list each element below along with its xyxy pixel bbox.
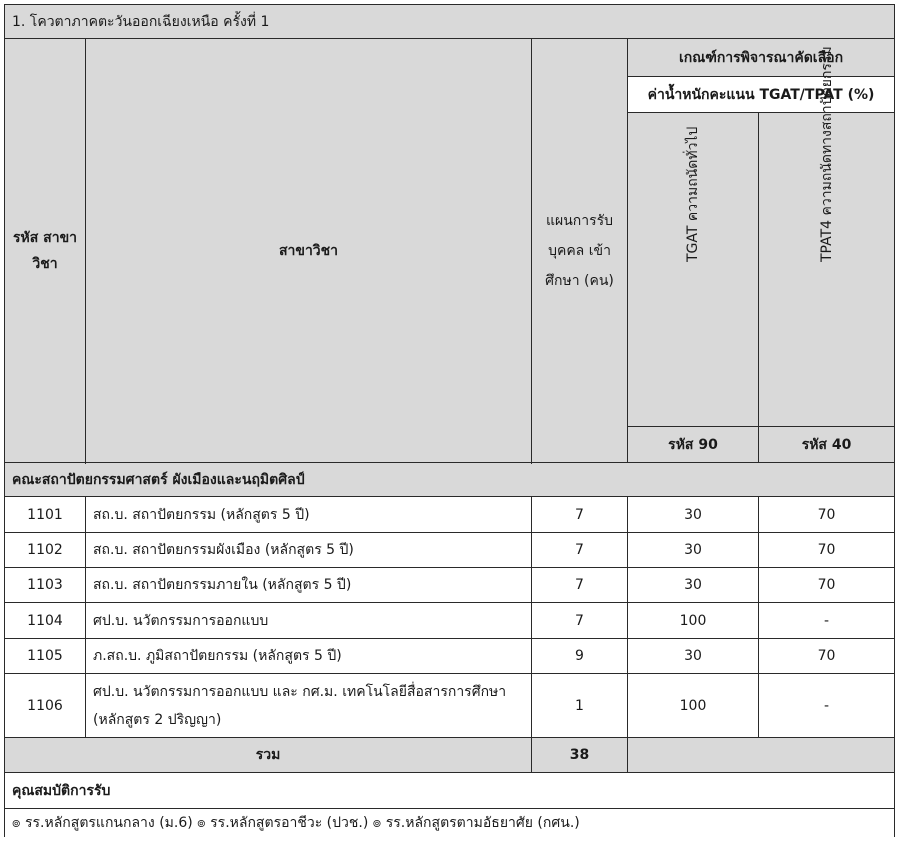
row-major: ศป.บ. นวัตกรรมการออกแบบ xyxy=(86,603,532,639)
header-tpat-code: รหัส 40 xyxy=(759,427,895,463)
header-weight: ค่าน้ำหนักคะแนน TGAT/TPAT (%) xyxy=(628,77,895,113)
header-tgat-label: TGAT ความถนัดทั่วไป xyxy=(685,126,701,262)
header-criteria: เกณฑ์การพิจารณาคัดเลือก xyxy=(628,39,895,77)
row-tpat: 70 xyxy=(759,639,895,674)
row-tgat: 30 xyxy=(628,497,759,533)
section-title: 1. โควตาภาคตะวันออกเฉียงเหนือ ครั้งที่ 1 xyxy=(5,5,895,39)
row-tpat: 70 xyxy=(759,533,895,568)
header-code-label: รหัส สาขาวิชา xyxy=(13,229,78,272)
row-major: สถ.บ. สถาปัตยกรรมผังเมือง (หลักสูตร 5 ปี) xyxy=(86,533,532,568)
qualification-text: ๏ รร.หลักสูตรแกนกลาง (ม.6) ๏ รร.หลักสูตรอาชีวะ (ปวช.) ๏ รร.หลักสูตรตามอัธยาศัย (กศน.) xyxy=(5,809,895,837)
row-major: สถ.บ. สถาปัตยกรรมภายใน (หลักสูตร 5 ปี) xyxy=(86,568,532,603)
row-tgat: 100 xyxy=(628,603,759,639)
row-major-line1: ศป.บ. นวัตกรรมการออกแบบ และ กศ.ม. เทคโนโลยีสื่อสารการศึกษา xyxy=(93,683,507,700)
row-tgat: 30 xyxy=(628,533,759,568)
table-row xyxy=(5,674,895,738)
row-plan: 7 xyxy=(532,603,628,639)
row-tgat: 30 xyxy=(628,639,759,674)
header-tpat-label: TPAT4 ความถนัดทางสถาปัตยกรรม xyxy=(818,45,835,262)
row-major: ภ.สถ.บ. ภูมิสถาปัตยกรรม (หลักสูตร 5 ปี) xyxy=(86,639,532,674)
header-tgat-code: รหัส 90 xyxy=(628,427,759,463)
table-row xyxy=(5,568,895,603)
row-code: 1106 xyxy=(5,674,86,738)
row-code: 1102 xyxy=(5,533,86,568)
table-row xyxy=(5,497,895,533)
row-tpat: 70 xyxy=(759,497,895,533)
total-empty xyxy=(628,738,895,773)
table-row xyxy=(5,603,895,639)
faculty-row: คณะสถาปัตยกรรมศาสตร์ ผังเมืองและนฤมิตศิลป์ xyxy=(5,463,895,497)
row-tgat: 30 xyxy=(628,568,759,603)
row-code: 1105 xyxy=(5,639,86,674)
row-code: 1104 xyxy=(5,603,86,639)
header-tgat xyxy=(628,113,759,427)
row-plan: 9 xyxy=(532,639,628,674)
header-major: สาขาวิชา xyxy=(86,39,532,463)
row-plan: 7 xyxy=(532,533,628,568)
row-major-line2: (หลักสูตร 2 ปริญญา) xyxy=(93,711,222,728)
row-plan: 7 xyxy=(532,568,628,603)
quota-table-frame xyxy=(4,4,894,848)
header-code xyxy=(5,39,86,463)
header-plan-label: แผนการรับ บุคคล เข้าศึกษา (คน) xyxy=(545,212,614,289)
total-value: 38 xyxy=(532,738,628,773)
row-tgat: 100 xyxy=(628,674,759,738)
row-code: 1101 xyxy=(5,497,86,533)
qualification-title: คุณสมบัติการรับ xyxy=(5,773,895,809)
table-row xyxy=(5,533,895,568)
row-plan: 1 xyxy=(532,674,628,738)
row-tpat: - xyxy=(759,674,895,738)
header-plan xyxy=(532,39,628,463)
quota-table xyxy=(4,4,895,837)
row-major: สถ.บ. สถาปัตยกรรม (หลักสูตร 5 ปี) xyxy=(86,497,532,533)
row-plan: 7 xyxy=(532,497,628,533)
row-tpat: 70 xyxy=(759,568,895,603)
row-code: 1103 xyxy=(5,568,86,603)
row-major xyxy=(86,674,532,738)
table-row xyxy=(5,639,895,674)
row-tpat: - xyxy=(759,603,895,639)
total-label: รวม xyxy=(5,738,532,773)
